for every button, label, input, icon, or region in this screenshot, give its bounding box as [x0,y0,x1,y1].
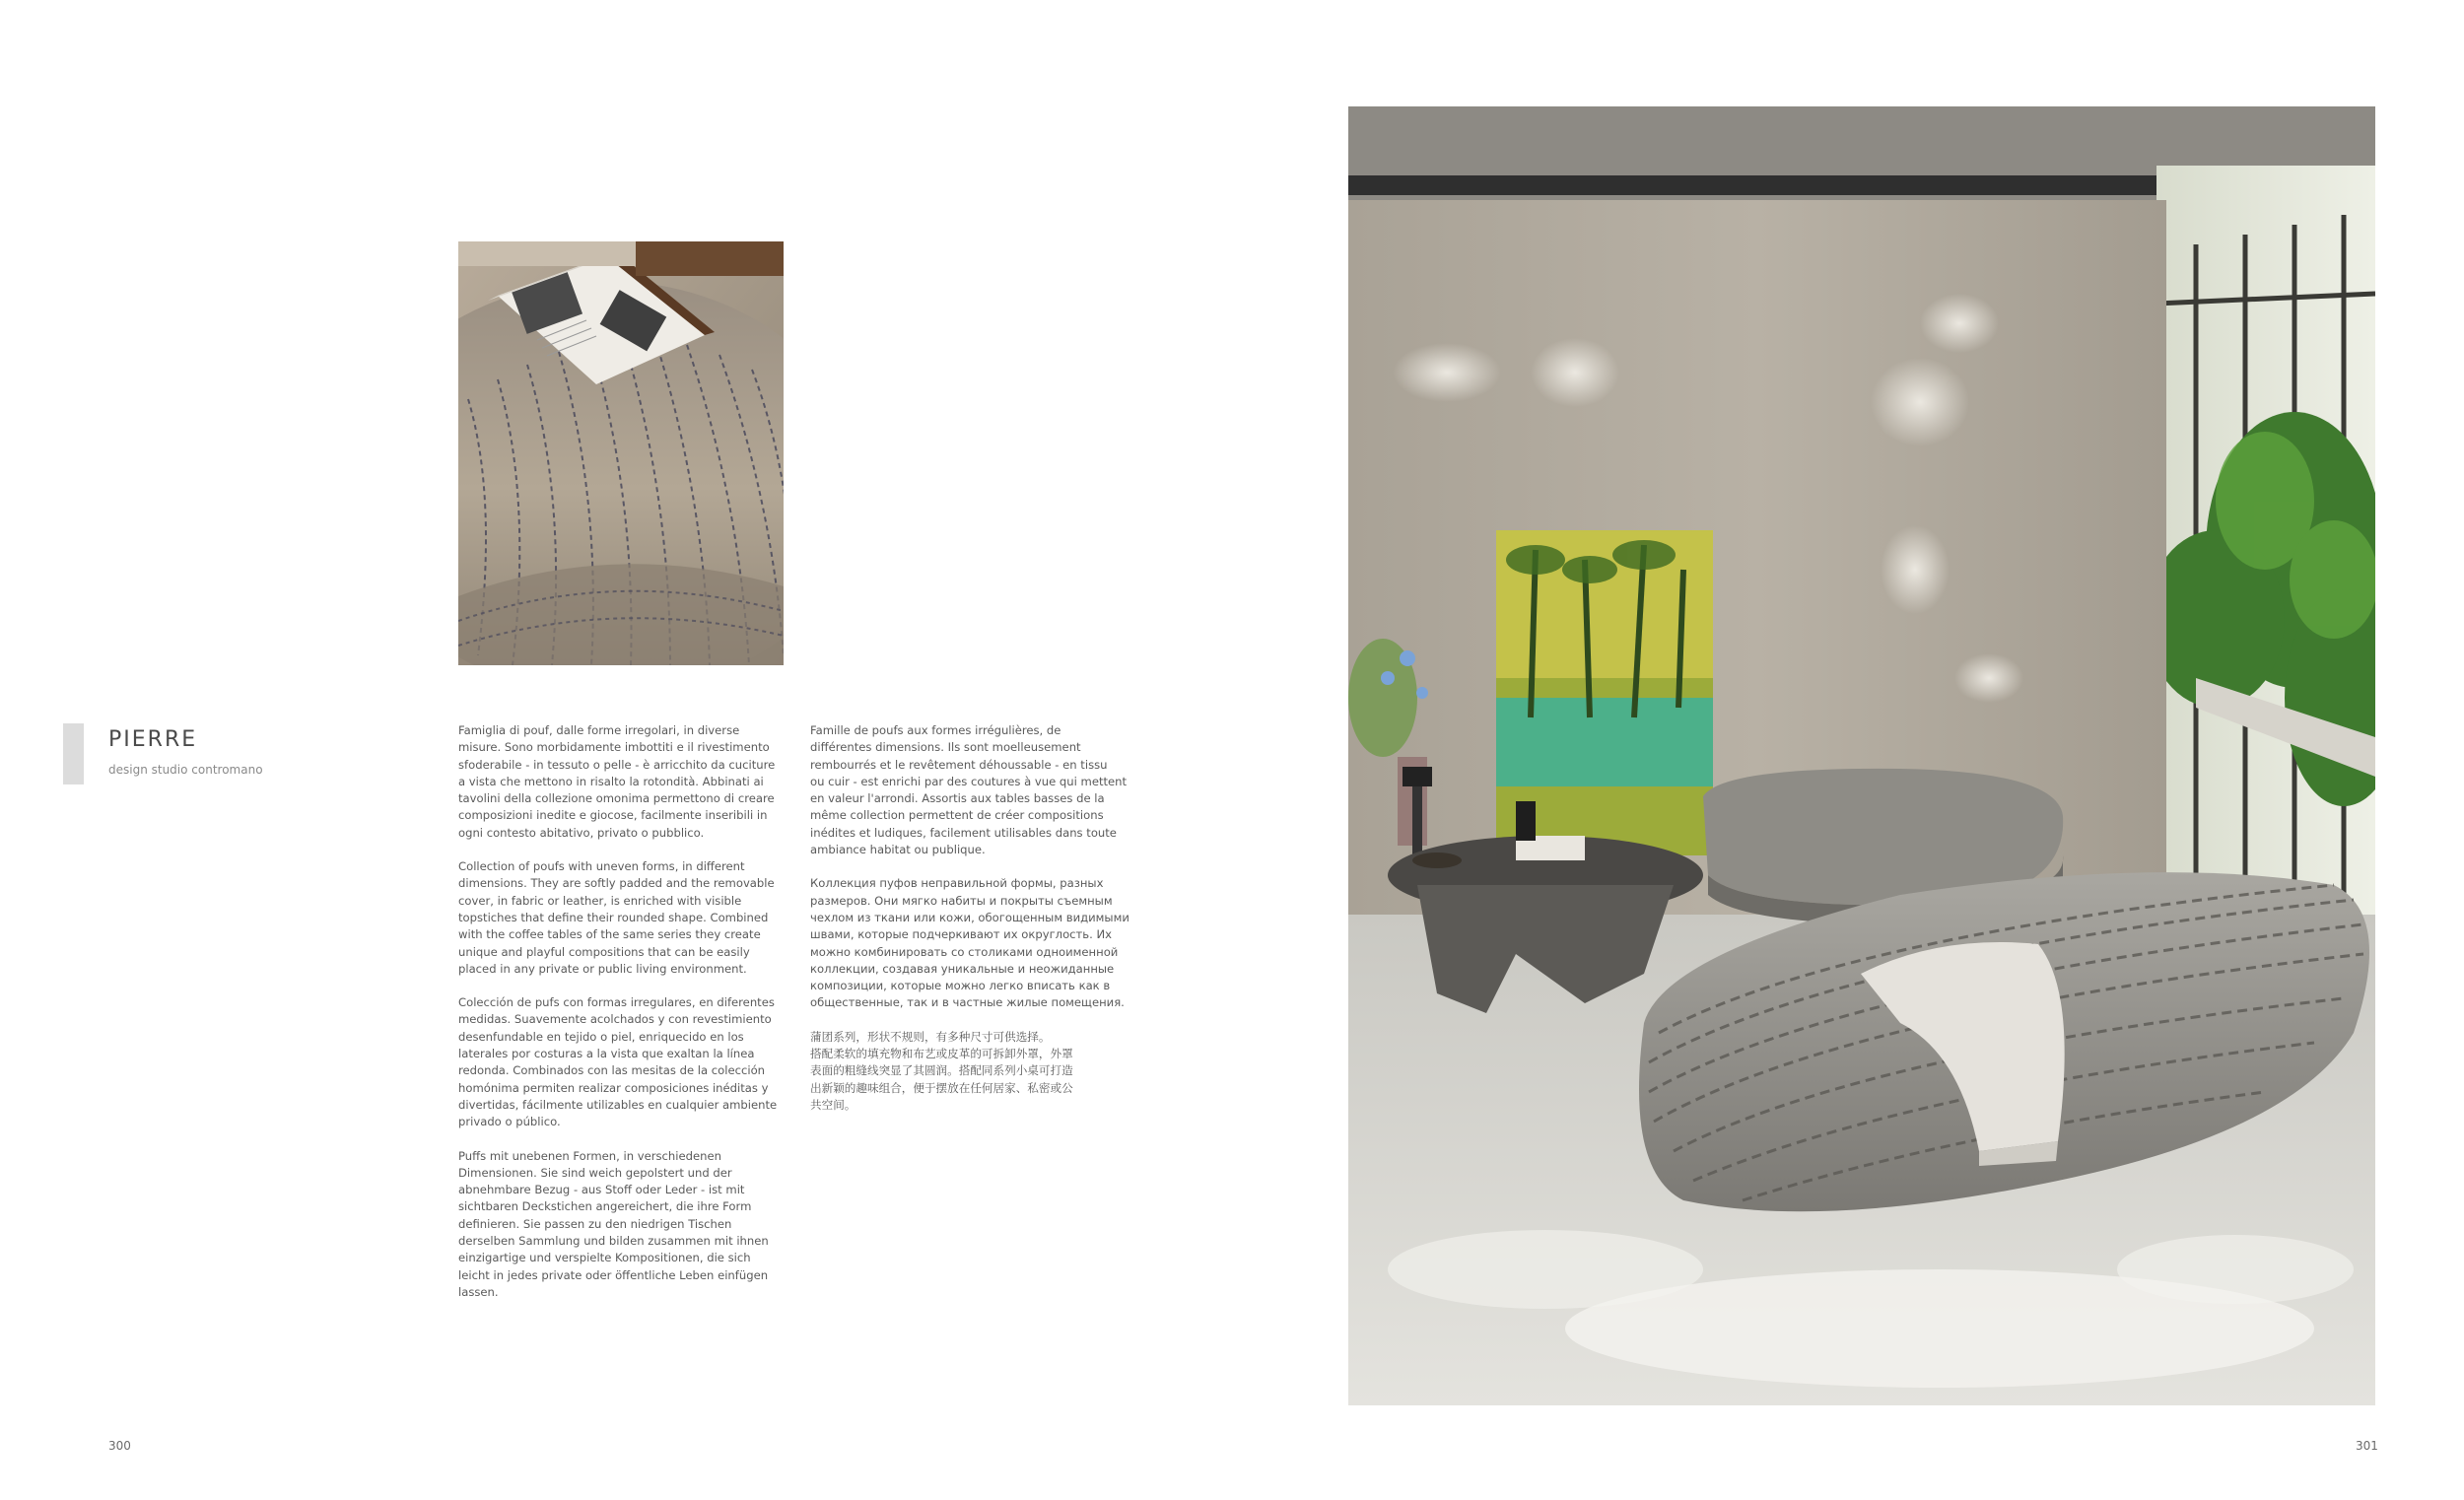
description-french: Famille de poufs aux formes irrégulières, de différentes dimensions. Ils sont moelleusement rembourrés et le revêtement déhoussable - en tissu ou cuir - est enrichi par des coutures à vue qui mettent en valeur l'arrondi. Assortis aux tables basses de la même collection permettent de créer compositions inédites et ludiques, facilement utilisables dans toute ambiance habitat ou publique. [810,723,1128,857]
detail-photo-image [458,241,784,665]
description-english: Collection of poufs with uneven forms, in different dimensions. They are softly padded and the removable cover, in fabric or leather, is enriched with visible topstiches that define their rounded shape. Combined with the coffee tables of the same series they create unique and playful compositions that can be easily placed in any private or public living environment. [458,859,775,976]
page-number-left: 300 [108,1439,131,1453]
accent-bar [63,723,84,784]
page-number-right: 301 [2356,1439,2378,1453]
description-italian: Famiglia di pouf, dalle forme irregolari, in diverse misure. Sono morbidamente imbottiti e il rivestimento sfoderabile - in tessuto o pelle - è arricchito da cuciture a vista che mettono in risalto la rotondità. Abbinati ai tavolini della collezione omonima permettono di creare composizioni inedite e giocose, facilmente inseribili in ogni contesto abitativo, privato o pubblico. [458,723,776,840]
description-russian: Коллекция пуфов неправильной формы, разных размеров. Они мягко набиты и покрыты съемным чехлом из ткани или кожи, обогощенным видимыми швами, которые подчеркивают их округлость. Их можно комбинировать со столиками одноименной коллекции, создавая уникальные и неожиданные композиции, которые можно легко вписать как в общественные, так и в частные жилые помещения. [810,876,1129,1010]
text-column-left [458,722,793,1318]
description-chinese: 蒲团系列，形状不规则，有多种尺寸可供选择。 搭配柔软的填充物和布艺或皮革的可拆卸外罩，外罩 表面的粗缝线突显了其圆润。搭配同系列小桌可打造 出新颖的趣味组合，便于摆放在任何居家、私密或公 共空间。 [810,1029,1073,1112]
description-german: Puffs mit unebenen Formen, in verschiedenen Dimensionen. Sie sind weich gepolstert und der abnehmbare Bezug - aus Stoff oder Leder - ist mit sichtbaren Deckstichen angereichert, die ihre Form definieren. Sie passen zu den niedrigen Tischen derselben Sammlung und bilden zusammen mit ihnen einzigartige und verspielte Kompositionen, die sich leicht in jedes private oder öffentliche Leben einfügen lassen. [458,1148,769,1299]
detail-photo [458,241,784,665]
product-title: PIERRE [108,727,198,752]
description-spanish: Colección de pufs con formas irregulares, en diferentes medidas. Suavemente acolchados y con revestimiento desenfundable en tejido o piel, enriquecido en los laterales por costuras a la vista que exaltan la línea redonda. Combinados con las mesitas de la colección homónima permiten realizar composiciones inéditas y divertidas, fácilmente utilizables en cualquier ambiente privado o público. [458,995,778,1129]
text-column-right [810,722,1145,1130]
room-photo [1348,106,2375,1405]
product-credit: design studio contromano [108,763,263,777]
room-photo-image [1348,106,2375,1405]
